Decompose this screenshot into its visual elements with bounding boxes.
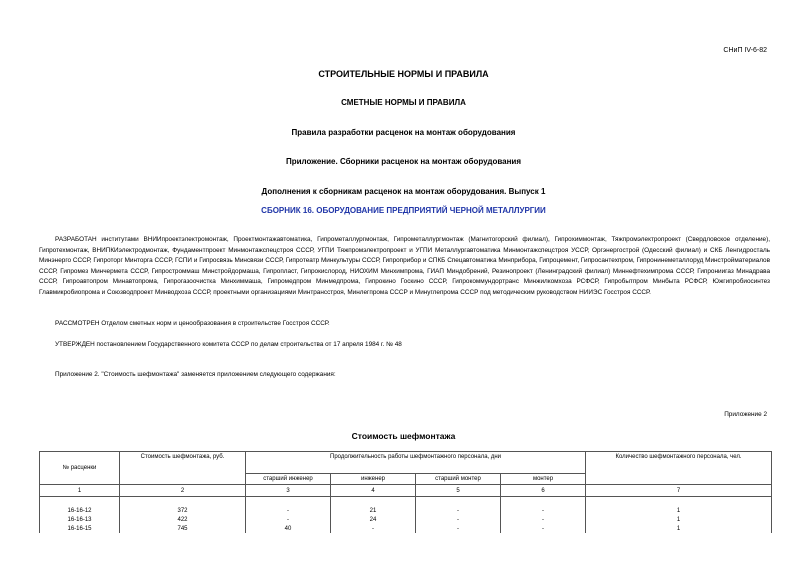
engineer-cell: 24 [331,515,416,524]
cost-cell: 372 [120,506,246,515]
column-number: 6 [501,485,586,497]
appendix-label: Приложение 2 [724,411,767,418]
engineer-cell: 21 [331,506,416,515]
column-number: 7 [586,485,772,497]
title-additions: Дополнения к сборникам расценок на монтаж оборудования. Выпуск 1 [261,187,546,196]
title-estimate-norms: СМЕТНЫЕ НОРМЫ И ПРАВИЛА [341,98,466,107]
replacement-paragraph: Приложение 2. "Стоимость шефмонтажа" заменяется приложением следующего содержания: [55,371,336,378]
header-cost: Стоимость шефмонтажа, руб. [120,452,246,485]
senior-fitter-cell: - [416,515,501,524]
table-row [40,515,772,524]
personnel-count-cell: 1 [586,506,772,515]
reviewed-paragraph: РАССМОТРЕН Отделом сметных норм и ценообразования в строительстве Госстроя СССР. [55,320,330,327]
developed-by-paragraph: РАЗРАБОТАН институтами ВНИИпроектэлектромонтаж, Проектмонтажавтоматика, Гипрометаллургмонтаж, Гипрометаллургмонтаж (Магнитогорский филиал), Гипрохиммонтаж, Тяжпромэлектропроект (Свердловское отделение), Гипротехмонтаж, ВНИПКИэлектродмонтаж, Фундаментпроект Минмонтажспецстроя СССР, УГПИ Тяжпромэлектропроект и УГПИ Металлургавтоматика Минмонтажспецстроя УССР, Оргэнергострой (Одесский филиал) и СКБ Ленгидросталь Минэнерго СССР, Гипроторг Минторга СССР, ГСПИ и Гипросвязь Минсвязи СССР, Гипротеатр Минкультуры СССР, Гипроприбор и СПКБ Спецавтоматика Минприбора, Гипроцемент, Гипросантехпром, Гипронинеметаллоруд Минстройматериалов СССР, Гипромез Минчермета СССР, Гипростроммаш Минстройдормаша, Гипропласт, Гипрокислород, НИОХИМ Минхимпрома, ГИАП Миндобрений, Резинопроект (Ленинградский филиал) Миннефтехимпрома СССР, Гипрониигаз Минадрава СССР, Гипроавтопром Минавтопрома, Гипрогазоочистка Минхиммаша, Гипромедпром Минмедпрома, Гипрокино Госкино СССР, Гипрокоммундортранс Минжилкомхоза РСФСР, Гипробытпром Минбыта РСФСР, Южгипробиосинтез Главмикробиопрома и Союзводпроект Минводхоза СССР, проектными организациями Минтрансстроя, Минлегпрома СССР и Минуглепрома СССР под методическим руководством НИИЭС Госстроя СССР. [39,236,770,296]
table-title: Стоимость шефмонтажа [351,431,456,441]
approved-paragraph: УТВЕРЖДЕН постановлением Государственного комитета СССР по делам строительства от 17 апреля 1984 г. № 48 [55,341,402,348]
senior-fitter-cell: - [416,506,501,515]
title-appendix-collections: Приложение. Сборники расценок на монтаж оборудования [285,157,522,166]
subheader-engineer: инженер [331,474,416,485]
engineer-cell: - [331,524,416,533]
subheader-fitter: монтер [501,474,586,485]
column-number: 2 [120,485,246,497]
fitter-cell: - [501,524,586,533]
cost-cell: 745 [120,524,246,533]
document-code: СНиП IV-6-82 [723,47,767,54]
cost-cell: 422 [120,515,246,524]
senior-engineer-cell: 40 [246,524,331,533]
installation-cost-table [39,451,772,533]
senior-engineer-cell: - [246,506,331,515]
fitter-cell: - [501,515,586,524]
column-number: 5 [416,485,501,497]
personnel-count-cell: 1 [586,524,772,533]
title-collection-16: СБОРНИК 16. ОБОРУДОВАНИЕ ПРЕДПРИЯТИЙ ЧЕРНОЙ МЕТАЛЛУРГИИ [261,206,546,215]
senior-engineer-cell: - [246,515,331,524]
rate-code-cell: 16-16-13 [40,515,120,524]
personnel-count-cell: 1 [586,515,772,524]
title-rules: Правила разработки расценок на монтаж оборудования [291,128,516,137]
header-code: № расценки [40,452,120,485]
senior-fitter-cell: - [416,524,501,533]
table-row [40,524,772,533]
title-building-norms: СТРОИТЕЛЬНЫЕ НОРМЫ И ПРАВИЛА [318,69,489,79]
fitter-cell: - [501,506,586,515]
column-number: 3 [246,485,331,497]
subheader-senior-engineer: старший инженер [246,474,331,485]
column-number: 1 [40,485,120,497]
rate-code-cell: 16-16-15 [40,524,120,533]
subheader-senior-fitter: старший монтер [416,474,501,485]
header-count: Количество шефмонтажного персонала, чел. [586,452,772,485]
column-number: 4 [331,485,416,497]
header-duration: Продолжительность работы шефмонтажного персонала, дни [246,452,586,474]
table-row [40,506,772,515]
rate-code-cell: 16-16-12 [40,506,120,515]
